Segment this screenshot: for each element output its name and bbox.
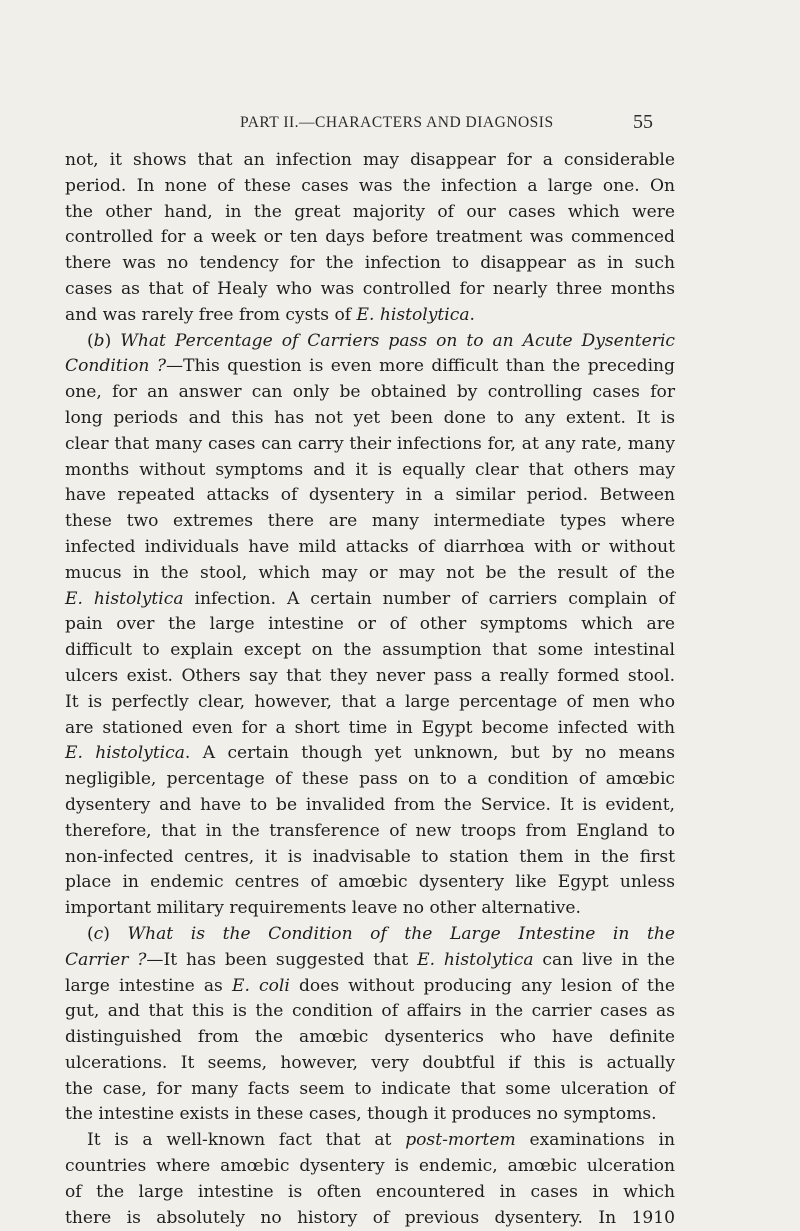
text-line: [65, 922, 675, 948]
text-line: [65, 638, 675, 664]
text-line: [65, 1102, 675, 1128]
italic-text: What Percentage of Carriers pass on to an Acute Dysenteric: [120, 330, 675, 351]
text-segment: does without producing any lesion of the: [289, 975, 675, 996]
text-segment: distinguished from the amœbic dysenterics who have definite: [65, 1027, 675, 1048]
text-segment: infected individuals have mild attacks of diarrhœa with or without: [65, 536, 675, 557]
text-segment: there is absolutely no history of previous dysentery. In 1910: [65, 1207, 675, 1228]
text-line: [65, 1025, 675, 1051]
italic-text: b: [93, 330, 105, 351]
text-segment: there was no tendency for the infection to disappear as in such: [65, 253, 675, 274]
text-segment: ): [104, 330, 121, 351]
text-segment: . A certain though yet unknown, but by no means: [184, 743, 675, 764]
text-line: [65, 690, 675, 716]
text-line: [65, 845, 675, 871]
text-segment: (: [87, 330, 94, 351]
text-line: [65, 251, 675, 277]
italic-text: Carrier ?: [65, 949, 147, 970]
text-line: [65, 1051, 675, 1077]
text-line: [65, 329, 675, 355]
italic-text: E. histolytica: [65, 588, 184, 609]
text-segment: clear that many cases can carry their infections for, at any rate, many: [65, 433, 675, 454]
text-line: [65, 587, 675, 613]
text-line: [65, 664, 675, 690]
italic-text: c: [93, 923, 104, 944]
text-line: [65, 483, 675, 509]
italic-text: Condition ?: [65, 356, 167, 377]
italic-text: post-mortem: [405, 1130, 516, 1151]
text-segment: ulcerations. It seems, however, very doubtful if this is actually: [65, 1052, 675, 1073]
text-segment: one, for an answer can only be obtained by controlling cases for: [65, 382, 675, 403]
text-segment: mucus in the stool, which may or may not be the result of the: [65, 562, 675, 583]
text-line: [65, 612, 675, 638]
text-line: [65, 148, 675, 174]
text-segment: period. In none of these cases was the infection a large one. On: [65, 175, 675, 196]
running-head: [0, 111, 800, 140]
text-line: [65, 870, 675, 896]
text-line: [65, 458, 675, 484]
text-segment: It is a well-known fact that at: [87, 1130, 406, 1151]
text-line: [65, 380, 675, 406]
text-segment: It is perfectly clear, however, that a large percentage of men who: [65, 691, 675, 712]
text-segment: pain over the large intestine or of other symptoms which are: [65, 614, 675, 635]
text-segment: are stationed even for a short time in Egypt become infected with: [65, 717, 675, 738]
text-segment: of the large intestine is often encountered in cases in which: [65, 1181, 675, 1202]
text-line: [65, 819, 675, 845]
text-line: [65, 354, 675, 380]
text-segment: countries where amœbic dysentery is endemic, amœbic ulceration: [65, 1156, 675, 1177]
text-line: [65, 741, 675, 767]
text-segment: can live in the: [533, 949, 676, 970]
text-line: [65, 200, 675, 226]
text-line: [65, 174, 675, 200]
text-line: [65, 1077, 675, 1103]
text-segment: non-infected centres, it is inadvisable to station them in the first: [65, 846, 675, 867]
text-segment: the intestine exists in these cases, though it produces no symptoms.: [65, 1104, 657, 1125]
italic-text: E. histolytica: [356, 304, 470, 325]
text-segment: not, it shows that an infection may disappear for a considerable: [65, 150, 675, 170]
text-segment: infection. A certain number of carriers complain of: [183, 588, 675, 609]
italic-text: E. histolytica: [417, 949, 534, 970]
text-segment: and was rarely free from cysts of: [65, 304, 357, 325]
running-title: PART II.—CHARACTERS AND DIAGNOSIS: [240, 114, 554, 131]
page-number: 55: [633, 111, 653, 133]
text-line: [65, 1154, 675, 1180]
text-segment: these two extremes there are many intermediate types where: [65, 511, 675, 532]
text-line: [65, 1128, 675, 1154]
text-segment: .: [469, 304, 475, 325]
text-segment: the case, for many facts seem to indicate that some ulceration of: [65, 1078, 675, 1099]
text-line: [65, 535, 675, 561]
text-line: [65, 303, 675, 329]
text-segment: gut, and that this is the condition of affairs in the carrier cases as: [65, 1001, 675, 1022]
text-line: [65, 999, 675, 1025]
text-segment: —This question is even more difficult than the preceding: [166, 356, 675, 377]
text-line: [65, 793, 675, 819]
text-segment: difficult to explain except on the assumption that some intestinal: [65, 640, 675, 661]
text-segment: months without symptoms and it is equally clear that others may: [65, 459, 675, 480]
text-segment: —It has been suggested that: [146, 949, 418, 970]
text-segment: the other hand, in the great majority of our cases which were: [65, 201, 675, 222]
text-line: [65, 1180, 675, 1206]
text-segment: have repeated attacks of dysentery in a similar period. Between: [65, 485, 675, 506]
italic-text: What is the Condition of the Large Intestine in the: [127, 923, 675, 944]
text-segment: long periods and this has not yet been done to any extent. It is: [65, 407, 675, 428]
body-text: [65, 148, 675, 1231]
text-line: [65, 277, 675, 303]
text-line: [65, 1206, 675, 1231]
text-segment: place in endemic centres of amœbic dysentery like Egypt unless: [65, 872, 675, 893]
text-line: [65, 561, 675, 587]
text-line: [65, 767, 675, 793]
text-line: [65, 896, 675, 922]
text-line: [65, 225, 675, 251]
text-line: [65, 716, 675, 742]
text-segment: negligible, percentage of these pass on to a condition of amœbic: [65, 769, 675, 790]
text-segment: examinations in: [515, 1130, 675, 1151]
text-segment: dysentery and have to be invalided from the Service. It is evident,: [65, 794, 675, 815]
text-segment: important military requirements leave no other alternative.: [65, 898, 581, 919]
text-line: [65, 406, 675, 432]
text-segment: controlled for a week or ten days before treatment was commenced: [65, 227, 675, 248]
italic-text: E. coli: [231, 975, 290, 996]
text-line: [65, 509, 675, 535]
text-segment: large intestine as: [65, 975, 232, 996]
text-line: [65, 432, 675, 458]
text-segment: therefore, that in the transference of new troops from England to: [65, 820, 675, 841]
text-segment: ): [103, 923, 128, 944]
text-segment: cases as that of Healy who was controlled for nearly three months: [65, 278, 675, 299]
italic-text: E. histolytica: [65, 743, 185, 764]
text-segment: (: [87, 923, 94, 944]
text-segment: ulcers exist. Others say that they never pass a really formed stool.: [65, 665, 675, 686]
text-line: [65, 948, 675, 974]
text-line: [65, 974, 675, 1000]
